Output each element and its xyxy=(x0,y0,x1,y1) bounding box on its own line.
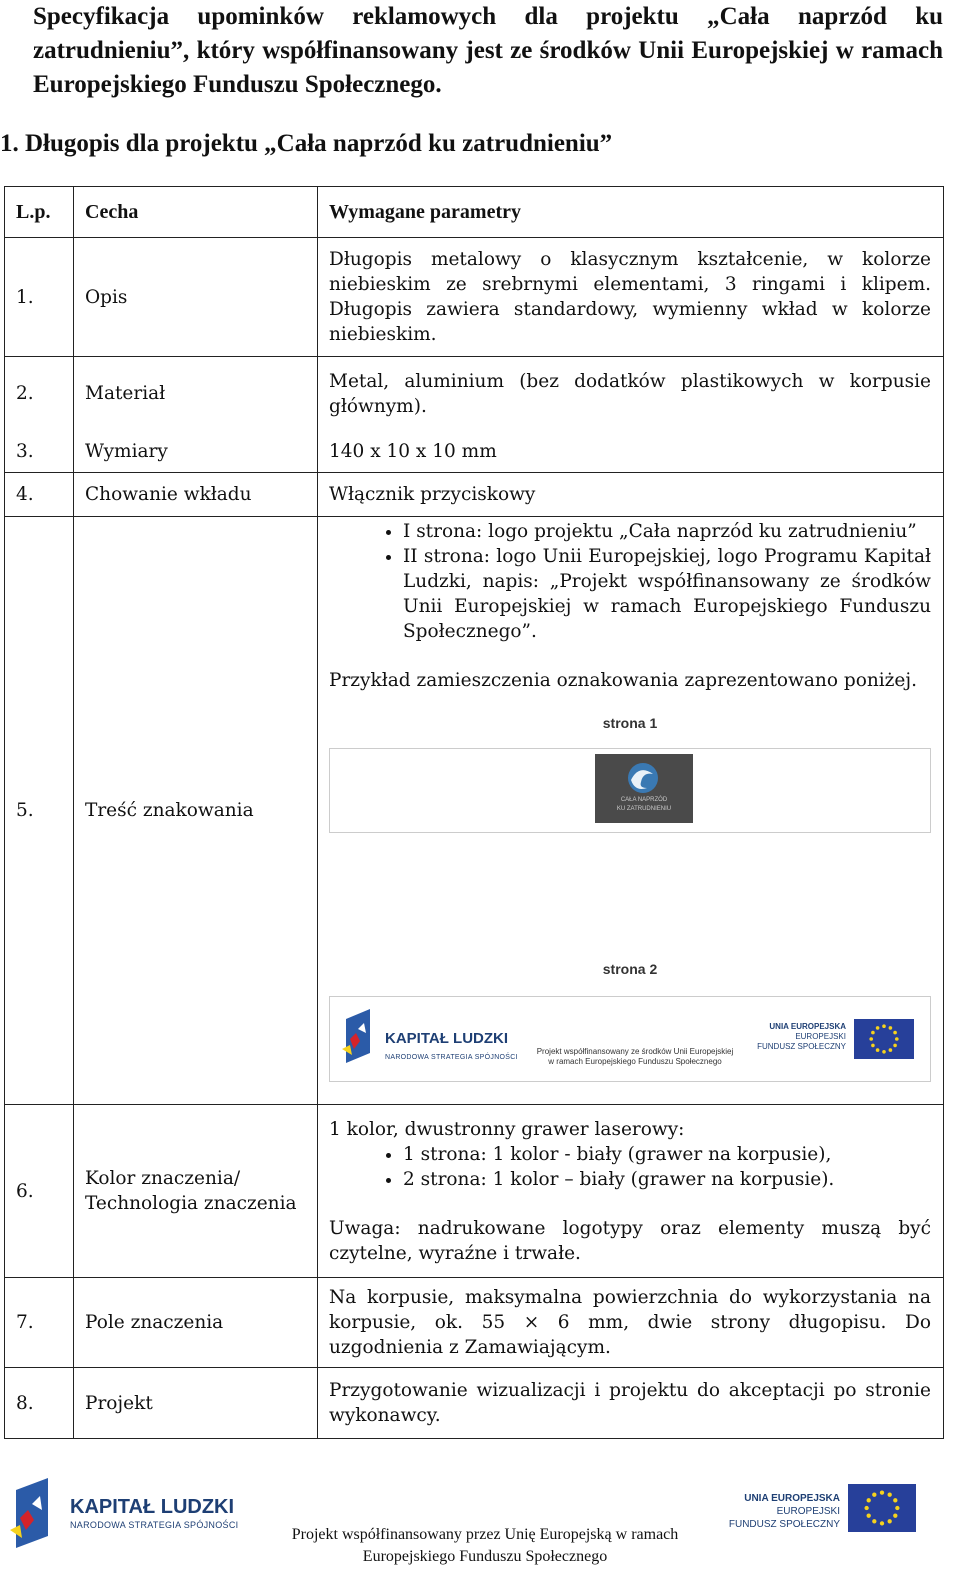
engraving-note: Uwaga: nadrukowane logotypy oraz elementy muszą być czytelne, wyraźne i trwałe. xyxy=(329,1217,931,1264)
table-header-row xyxy=(5,187,944,238)
row-value xyxy=(318,1105,944,1278)
row-feature: Projekt xyxy=(74,1368,318,1439)
side1-caption: strona 1 xyxy=(602,715,658,731)
footer-ue-line: EUROPEJSKI xyxy=(776,1506,840,1517)
table-row xyxy=(5,1105,944,1278)
list-item: • I strona: logo projektu „Cała naprzód ku zatrudnieniu” xyxy=(403,519,931,544)
project-logo-line: KU ZATRUDNIENIU xyxy=(616,806,672,812)
footer-kl-title: KAPITAŁ LUDZKI xyxy=(70,1496,235,1518)
row-value: Na korpusie, maksymalna powierzchnia do wykorzystania na korpusie, ok. 55 × 6 mm, dwie strony długopisu. Do uzgodnienia z Zamawiającym. xyxy=(318,1278,944,1368)
eu-star xyxy=(871,1044,875,1048)
row-number: 4. xyxy=(5,473,74,517)
table-row xyxy=(5,431,944,473)
eu-star xyxy=(876,1048,880,1052)
row-feature: Chowanie wkładu xyxy=(74,473,318,517)
cofinance-line: w ramach Europejskiego Funduszu Społecznego xyxy=(548,1057,722,1066)
row-number: 7. xyxy=(5,1278,74,1368)
row-number: 6. xyxy=(5,1105,74,1278)
eu-flag-icon xyxy=(854,1019,914,1059)
header-params: Wymagane parametry xyxy=(318,187,944,238)
table-row xyxy=(5,517,944,1105)
footer-note xyxy=(265,1524,705,1568)
eu-star xyxy=(867,1498,871,1502)
eu-star xyxy=(876,1026,880,1030)
kapital-ludzki-logo-icon xyxy=(340,1009,384,1065)
kapital-ludzki-logo-icon xyxy=(8,1478,64,1550)
row-value xyxy=(318,517,944,1105)
row-feature: Treść znakowania xyxy=(74,517,318,1105)
eu-star xyxy=(882,1024,886,1028)
spec-table xyxy=(4,186,944,1439)
eu-star xyxy=(872,1493,876,1497)
row-value: Długopis metalowy o klasycznym kształcenie, w kolorze niebieskim ze srebrnymi elementami, 3 ringami i klipem. Długopis zawiera standardowy, wymienny wkład w kolorze niebieskim. xyxy=(318,238,944,357)
list-item: • II strona: logo Unii Europejskiej, logo Programu Kapitał Ludzki, napis: „Projekt współfinansowany ze środków Unii Europejskiej w ramach Europejskiego Funduszu Społecznego”. xyxy=(403,544,931,644)
eu-flag-icon xyxy=(848,1484,916,1532)
example-note: Przykład zamieszczenia oznakowania zaprezentowano poniżej. xyxy=(329,670,917,691)
footer-ue-line: UNIA EUROPEJSKA xyxy=(744,1493,840,1504)
row-value: 140 x 10 x 10 mm xyxy=(318,431,944,473)
footer-kl-subtitle: NARODOWA STRATEGIA SPÓJNOŚCI xyxy=(70,1520,239,1530)
row-feature: Materiał xyxy=(74,357,318,431)
side2-caption: strona 2 xyxy=(602,961,658,977)
ue-line: FUNDUSZ SPOŁECZNY xyxy=(757,1042,846,1051)
table-row xyxy=(5,1278,944,1368)
row-feature: Opis xyxy=(74,238,318,357)
project-logo xyxy=(595,754,693,823)
document-title: Specyfikacja upominków reklamowych dla projektu „Cała naprzód ku zatrudnieniu”, który współfinansowany jest ze środków Unii Europejskiej w ramach Europejskiego Funduszu Społecznego. xyxy=(33,3,943,98)
table-row xyxy=(5,357,944,431)
header-feature: Cecha xyxy=(74,187,318,238)
table-row xyxy=(5,1368,944,1439)
project-logo-line: CAŁA NAPRZÓD xyxy=(620,797,668,803)
row-number: 5. xyxy=(5,517,74,1105)
eu-star xyxy=(893,1514,897,1518)
table-row xyxy=(5,238,944,357)
eu-star xyxy=(888,1519,892,1523)
row-feature: Kolor znaczenia/ Technologia znaczenia xyxy=(74,1105,318,1278)
row-feature: Pole znaczenia xyxy=(74,1278,318,1368)
kl-title: KAPITAŁ LUDZKI xyxy=(385,1030,509,1047)
eu-star xyxy=(895,1506,899,1510)
eu-star xyxy=(893,1498,897,1502)
page-footer xyxy=(0,1466,960,1589)
row-feature: Wymiary xyxy=(74,431,318,473)
side2-logo-area xyxy=(329,996,931,1082)
row-value: Włącznik przyciskowy xyxy=(318,473,944,517)
footer-note-line: Projekt współfinansowany przez Unię Europejską w ramach xyxy=(291,1526,679,1543)
row-value: Metal, aluminium (bez dodatków plastikowych w korpusie głównym). xyxy=(318,357,944,431)
marking-bullets xyxy=(329,519,931,644)
list-item: • 1 strona: 1 kolor - biały (grawer na korpusie), xyxy=(403,1142,931,1167)
cofinance-line: Projekt współfinansowany ze środków Unii Europejskiej xyxy=(536,1047,734,1056)
eu-star xyxy=(871,1031,875,1035)
eu-star xyxy=(880,1521,884,1525)
section-heading: 1. Długopis dla projektu „Cała naprzód ku zatrudnieniu” xyxy=(0,130,613,157)
engraving-bullets xyxy=(329,1142,931,1192)
eu-star xyxy=(889,1026,893,1030)
eu-star xyxy=(872,1519,876,1523)
eu-star xyxy=(882,1050,886,1054)
ue-line: UNIA EUROPEJSKA xyxy=(769,1022,846,1031)
engraving-intro: 1 kolor, dwustronny grawer laserowy: xyxy=(329,1118,685,1140)
eu-star xyxy=(880,1490,884,1494)
ue-line: EUROPEJSKI xyxy=(795,1032,846,1041)
row-number: 1. xyxy=(5,238,74,357)
list-item: • 2 strona: 1 kolor – biały (grawer na korpusie). xyxy=(403,1167,931,1192)
header-lp: L.p. xyxy=(5,187,74,238)
row-number: 8. xyxy=(5,1368,74,1439)
eu-star xyxy=(895,1037,899,1041)
row-value: Przygotowanie wizualizacji i projektu do akceptacji po stronie wykonawcy. xyxy=(318,1368,944,1439)
side1-logo-area xyxy=(329,748,931,833)
kl-subtitle: NARODOWA STRATEGIA SPÓJNOŚCI xyxy=(385,1054,518,1061)
footer-ue-line: FUNDUSZ SPOŁECZNY xyxy=(728,1519,840,1530)
eu-star xyxy=(893,1044,897,1048)
eu-star xyxy=(867,1514,871,1518)
eu-star xyxy=(889,1048,893,1052)
footer-note-line: Europejskiego Funduszu Społecznego xyxy=(362,1548,608,1565)
eu-star xyxy=(869,1037,873,1041)
row-number: 3. xyxy=(5,431,74,473)
eu-star xyxy=(864,1506,868,1510)
eu-star xyxy=(888,1493,892,1497)
eu-star xyxy=(893,1031,897,1035)
table-row xyxy=(5,473,944,517)
row-number: 2. xyxy=(5,357,74,431)
